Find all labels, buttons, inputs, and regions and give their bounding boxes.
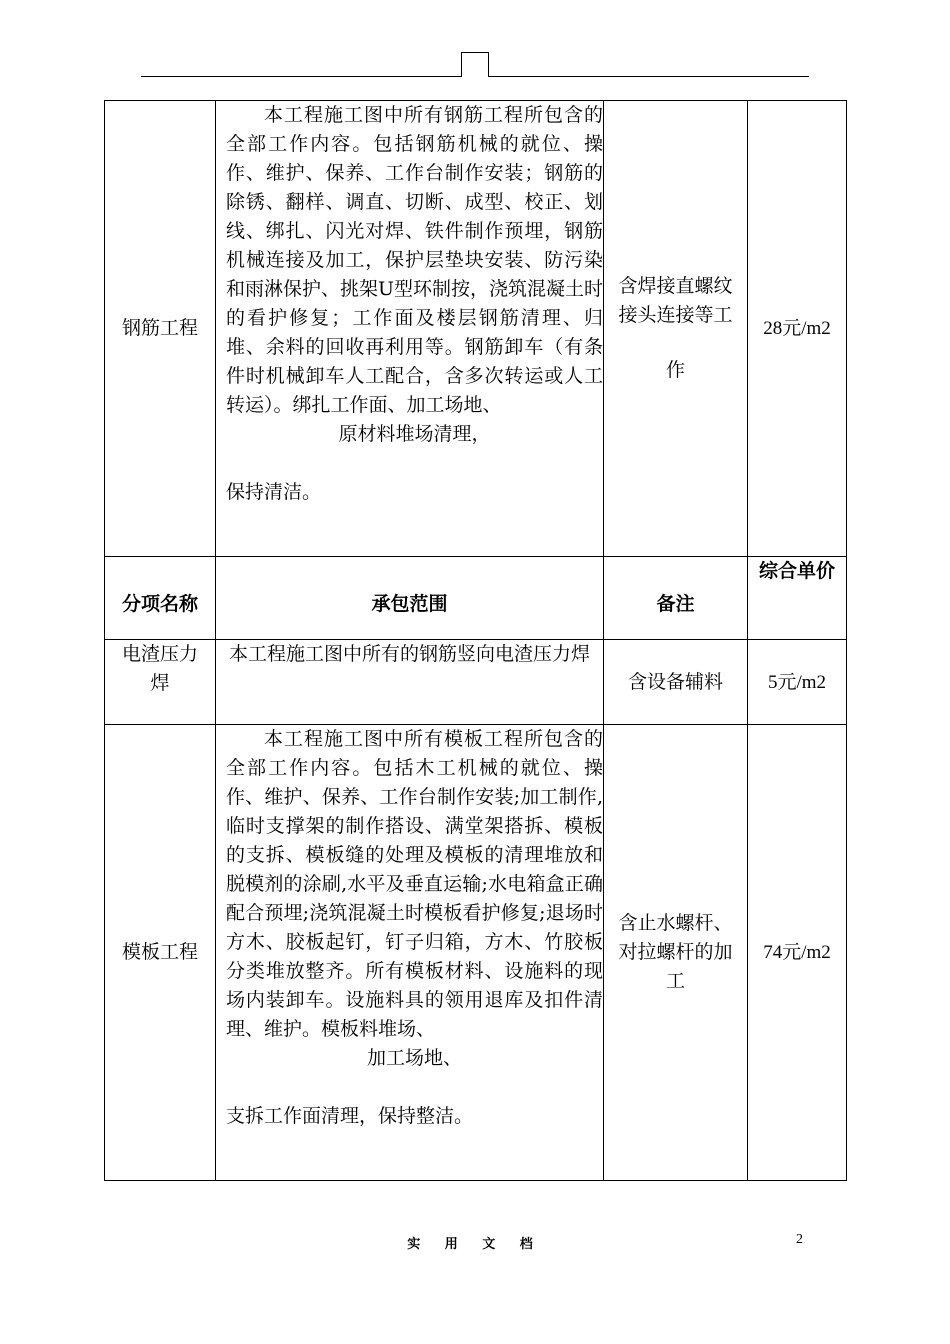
note-cell: 含止水螺杆、对拉螺杆的加工 (604, 725, 748, 1181)
table-row-electroslag (105, 640, 847, 725)
column-header-unit-price: 综合单价 (748, 557, 847, 640)
unit-price-cell: 28元/m2 (748, 101, 847, 557)
scope-text: 本工程施工图中所有模板工程所包含的全部工作内容。包括木工机械的就位、操作、维护、保养、工作台制作安装;加工制作,临时支撑架的制作搭设、满堂架搭拆、模板的支拆、模板缝的处理及模板的清理堆放和脱模剂的涂刷,水平及垂直运输;水电箱盒正确配合预埋;浇筑混凝土时模板看护修复;退场时方木、胶板起钉，钉子归箱，方木、竹胶板分类堆放整齐。所有模板材料、设施料的现场内装卸车。设施料具的领用退库及扣件清理、维护。模板料堆场、 (226, 728, 603, 1040)
column-header-scope: 承包范围 (216, 557, 604, 640)
table-row-rebar (105, 101, 847, 557)
page-number: 2 (796, 1232, 803, 1247)
scope-cell (216, 101, 604, 557)
table-row-formwork (105, 725, 847, 1181)
unit-price-cell: 5元/m2 (748, 640, 847, 725)
scope-text: 本工程施工图中所有钢筋工程所包含的全部工作内容。包括钢筋机械的就位、操作、维护、保养、工作台制作安装；钢筋的除锈、翻样、调直、切断、成型、校正、划线、绑扎、闪光对焊、铁件制作预埋，钢筋机械连接及加工，保护层垫块安装、防污染和雨淋保护、挑架U型环制按，浇筑混凝土时的看护修复；工作面及楼层钢筋清理、归堆、余料的回收再利用等。钢筋卸车（有条件时机械卸车人工配合，含多次转运或人工转运）。绑扎工作面、加工场地、 (226, 104, 604, 416)
scope-text-tail: 支拆工作面清理，保持整洁。 (226, 1105, 474, 1127)
note-text-tail: 作 (665, 359, 685, 381)
scope-cell (216, 725, 604, 1181)
note-cell (604, 101, 748, 557)
item-name-cell: 钢筋工程 (105, 101, 216, 557)
note-cell: 含设备辅料 (604, 640, 748, 725)
scope-text-centered: 加工场地、 (366, 1047, 462, 1069)
unit-price-cell: 74元/m2 (748, 725, 847, 1181)
item-name-cell: 模板工程 (105, 725, 216, 1181)
note-text: 含焊接直螺纹接头连接等工 (618, 275, 733, 326)
column-header-item-name: 分项名称 (105, 557, 216, 640)
footer-title: 实 用 文 档 (407, 1237, 543, 1252)
column-header-note: 备注 (604, 557, 748, 640)
header-box (461, 52, 489, 77)
table-header-row (105, 557, 847, 640)
contract-scope-table (104, 100, 847, 1181)
scope-text-centered: 原材料堆场清理， (338, 423, 491, 445)
scope-cell: 本工程施工图中所有的钢筋竖向电渣压力焊 (216, 640, 604, 725)
scope-text-tail: 保持清洁。 (226, 481, 322, 503)
item-name-cell: 电渣压力焊 (105, 640, 216, 725)
